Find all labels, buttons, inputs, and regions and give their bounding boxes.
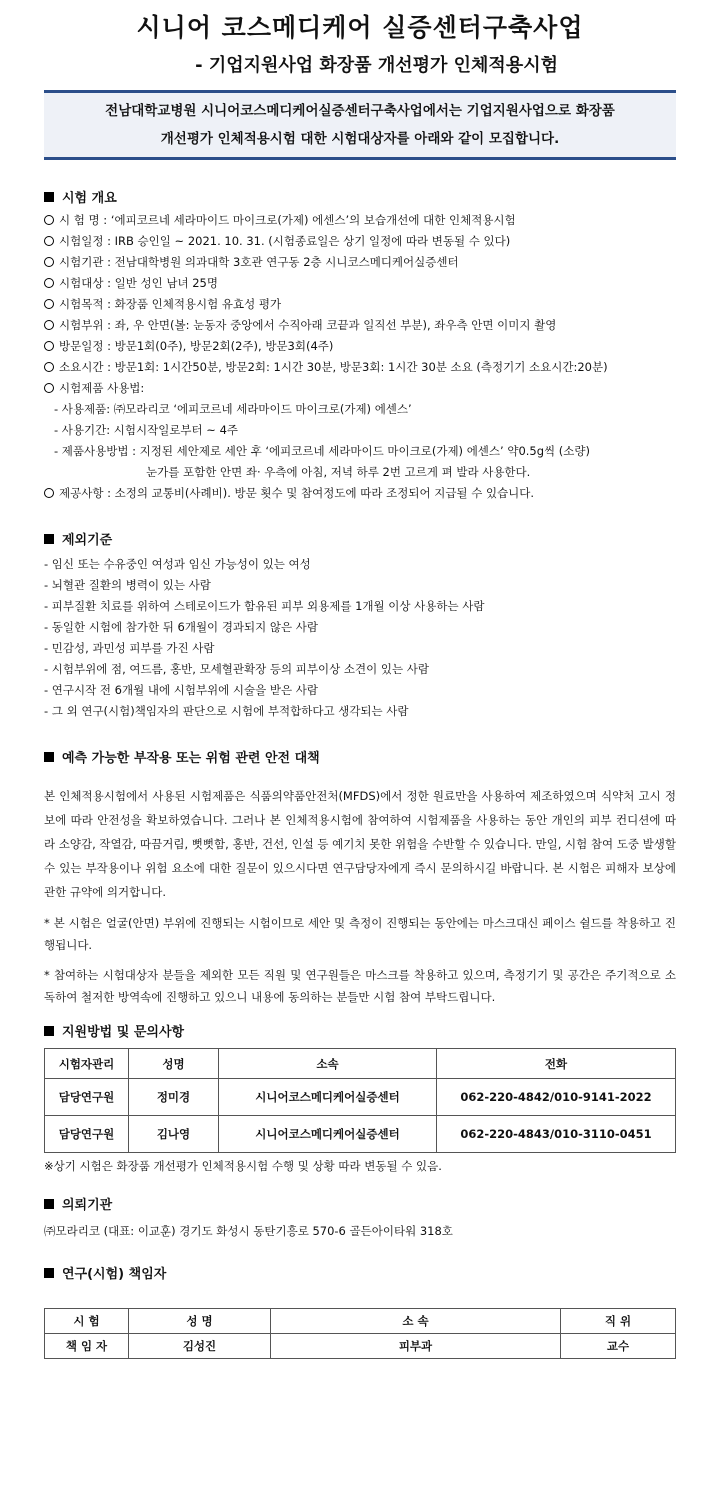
square-bullet-icon [44, 1026, 54, 1036]
circle-bullet-icon [44, 257, 54, 267]
reward-text: 제공사항 : 소정의 교통비(사례비). 방문 횟수 및 참여정도에 따라 조정되어 지급될 수 있습니다. [59, 486, 535, 500]
circle-bullet-icon [44, 215, 54, 225]
exclusion-heading-label: 제외기준 [62, 533, 113, 548]
sponsor-heading-label: 의뢰기관 [62, 1198, 113, 1213]
overview-item-text: 시험일정 : IRB 승인일 ~ 2021. 10. 31. (시험종료일은 상기 일정에 따라 변동될 수 있다) [59, 234, 511, 248]
method-line-2: 눈가를 포함한 안면 좌· 우측에 아침, 저녁 하루 2번 고르게 펴 발라 사용한다. [146, 465, 531, 479]
overview-item [44, 294, 676, 315]
sponsor-heading [44, 1195, 676, 1217]
overview-item [44, 273, 676, 294]
safety-heading [44, 748, 676, 770]
notice-line-2: 개선평가 인체적용시험 대한 시험대상자를 아래와 같이 모집합니다. [160, 131, 560, 147]
exclusion-item: - 동일한 시험에 참가한 뒤 6개월이 경과되지 않은 사람 [44, 620, 318, 634]
table-row [45, 1079, 676, 1116]
square-bullet-icon [44, 1268, 54, 1278]
square-bullet-icon [44, 752, 54, 762]
circle-bullet-icon [44, 320, 54, 330]
period-line: - 사용기간: 시험시작일로부터 ~ 4주 [54, 423, 239, 437]
overview-item [44, 357, 676, 378]
exclusion-item: - 임신 또는 수유중인 여성과 임신 가능성이 있는 여성 [44, 557, 311, 571]
exclusion-item: - 시험부위에 점, 여드름, 홍반, 모세혈관확장 등의 피부이상 소견이 있는 사람 [44, 662, 429, 676]
apply-heading [44, 1022, 676, 1044]
investigator-header-row [45, 1309, 676, 1334]
exclusion-heading [44, 530, 676, 552]
table-cell: 시니어코스메디케어실증센터 [219, 1079, 437, 1116]
safety-heading-label: 예측 가능한 부작용 또는 위험 관련 안전 대책 [62, 751, 320, 766]
table-cell: 담당연구원 [45, 1116, 129, 1153]
column-header: 성 명 [129, 1309, 271, 1334]
circle-bullet-icon [44, 362, 54, 372]
column-header: 소 속 [271, 1309, 561, 1334]
circle-bullet-icon [44, 383, 54, 393]
apply-heading-label: 지원방법 및 문의사항 [62, 1025, 185, 1040]
page-title: 시니어 코스메디케어 실증센터구축사업 [136, 13, 584, 42]
exclusion-item: - 그 외 연구(시험)책임자의 판단으로 시험에 부적합하다고 생각되는 사람 [44, 704, 409, 718]
square-bullet-icon [44, 192, 54, 202]
circle-bullet-icon [44, 236, 54, 246]
investigator-heading-label: 연구(시험) 책임자 [62, 1267, 167, 1282]
exclusion-item: - 연구시작 전 6개월 내에 시험부위에 시술을 받은 사람 [44, 683, 318, 697]
exclusion-item: - 민감성, 과민성 피부를 가진 사람 [44, 641, 215, 655]
contact-table [44, 1048, 676, 1153]
quarantine-note: * 참여하는 시험대상자 분들을 제외한 모든 직원 및 연구원들은 마스크를 착용하고 있으며, 측정기기 및 공간은 주기적으로 소독하여 철저한 방역속에 진행하고 있으니 내용에 동의하는 분들만 시험 참여 부탁드립니다. [44, 968, 676, 1004]
column-header: 직 위 [561, 1309, 676, 1334]
overview-item [44, 210, 676, 231]
overview-item [44, 378, 676, 399]
overview-item-text: 시험제품 사용법: [59, 381, 145, 395]
overview-item-text: 방문일정 : 방문1회(0주), 방문2회(2주), 방문3회(4주) [59, 339, 334, 353]
table-cell: 김나영 [129, 1116, 219, 1153]
overview-item [44, 252, 676, 273]
recruitment-notice-box [44, 90, 676, 160]
table-row [45, 1116, 676, 1153]
square-bullet-icon [44, 1199, 54, 1209]
page-subtitle: - 기업지원사업 화장품 개선평가 인체적용시험 [195, 55, 558, 76]
sponsor-info: ㈜모라리코 (대표: 이교훈) 경기도 화성시 동탄기흥로 570-6 골든아이타워 318호 [44, 1224, 453, 1238]
table-cell: 담당연구원 [45, 1079, 129, 1116]
overview-heading [44, 188, 676, 210]
column-header: 소속 [219, 1049, 437, 1079]
method-line-1: - 제품사용방법 : 지정된 세안제로 세안 후 ‘에피코르네 세라마이드 마이크로(가제) 에센스’ 약0.5g씩 (소량) [54, 444, 590, 458]
investigator-heading [44, 1264, 676, 1286]
role-label-bottom: 책 임 자 [45, 1334, 129, 1359]
product-line: - 사용제품: ㈜모라리코 ‘에피코르네 세라마이드 마이크로(가제) 에센스’ [54, 402, 412, 416]
exclusion-list [44, 554, 676, 722]
change-notice: ※상기 시험은 화장품 개선평가 인체적용시험 수행 및 상황 따라 변동될 수 있음. [44, 1159, 442, 1173]
exclusion-item: - 뇌혈관 질환의 병력이 있는 사람 [44, 578, 211, 592]
table-cell: 시니어코스메디케어실증센터 [219, 1116, 437, 1153]
circle-bullet-icon [44, 488, 54, 498]
column-header: 시험자관리 [45, 1049, 129, 1079]
safety-paragraph: 본 인체적용시험에서 사용된 시험제품은 식품의약품안전처(MFDS)에서 정한 원료만을 사용하여 제조하였으며 식약처 고시 정보에 따라 안전성을 확보하였습니다. 그러나 본 인체적용시험에 참여하여 시험제품을 사용하는 동안 개인의 피부 컨디션에 따라 소양감, 작열감, 따끔거림, 뻣뻣함, 홍반, 건선, 인설 등 예기치 못한 위험을 수반할 수 있습니다. 만일, 시험 참여 도중 발생할 수 있는 부작용이나 위험 요소에 대한 질문이 있으시다면 연구담당자에게 즉시 문의하시길 바랍니다. 본 시험은 피해자 보상에 관한 규약에 의거합니다. [44, 789, 676, 899]
reward-item [44, 483, 676, 504]
overview-item [44, 336, 676, 357]
overview-heading-label: 시험 개요 [62, 191, 117, 206]
column-header: 전화 [437, 1049, 676, 1079]
overview-item [44, 231, 676, 252]
overview-item-text: 소요시간 : 방문1회: 1시간50분, 방문2회: 1시간 30분, 방문3회: 1시간 30분 소요 (측정기기 소요시간:20분) [59, 360, 608, 374]
circle-bullet-icon [44, 341, 54, 351]
circle-bullet-icon [44, 278, 54, 288]
notice-line-1: 전남대학교병원 시니어코스메디케어실증센터구축사업에서는 기업지원사업으로 화장품 [105, 103, 615, 119]
exclusion-item: - 피부질환 치료를 위하여 스테로이드가 함유된 피부 외용제를 1개월 이상 사용하는 사람 [44, 599, 485, 613]
contact-table-header [45, 1049, 676, 1079]
table-cell: 정미경 [129, 1079, 219, 1116]
investigator-table [44, 1308, 676, 1359]
overview-item-text: 시험대상 : 일반 성인 남녀 25명 [59, 276, 218, 290]
circle-bullet-icon [44, 299, 54, 309]
phone-cell: 062-220-4843/010-3110-0451 [437, 1116, 676, 1153]
overview-item-text: 시험목적 : 화장품 인체적용시험 유효성 평가 [59, 297, 282, 311]
face-shield-note: * 본 시험은 얼굴(안면) 부위에 진행되는 시험이므로 세안 및 측정이 진행되는 동안에는 마스크대신 페이스 쉴드를 착용하고 진행됩니다. [44, 916, 676, 952]
role-label-top: 시 험 [45, 1309, 129, 1334]
table-cell: 김성진 [129, 1334, 271, 1359]
overview-item-text: 시 험 명 : ‘에피코르네 세라마이드 마이크로(가제) 에센스’의 보습개선에 대한 인체적용시험 [59, 213, 516, 227]
square-bullet-icon [44, 534, 54, 544]
overview-item-text: 시험기관 : 전남대학병원 의과대학 3호관 연구동 2층 시니코스메디케어실증센터 [59, 255, 459, 269]
overview-item-text: 시험부위 : 좌, 우 안면(볼: 눈동자 중앙에서 수직아래 코끝과 일직선 부분), 좌우측 안면 이미지 촬영 [59, 318, 557, 332]
overview-list [44, 210, 676, 504]
phone-cell: 062-220-4842/010-9141-2022 [437, 1079, 676, 1116]
table-cell: 교수 [561, 1334, 676, 1359]
table-cell: 피부과 [271, 1334, 561, 1359]
investigator-row [45, 1334, 676, 1359]
overview-item [44, 315, 676, 336]
column-header: 성명 [129, 1049, 219, 1079]
